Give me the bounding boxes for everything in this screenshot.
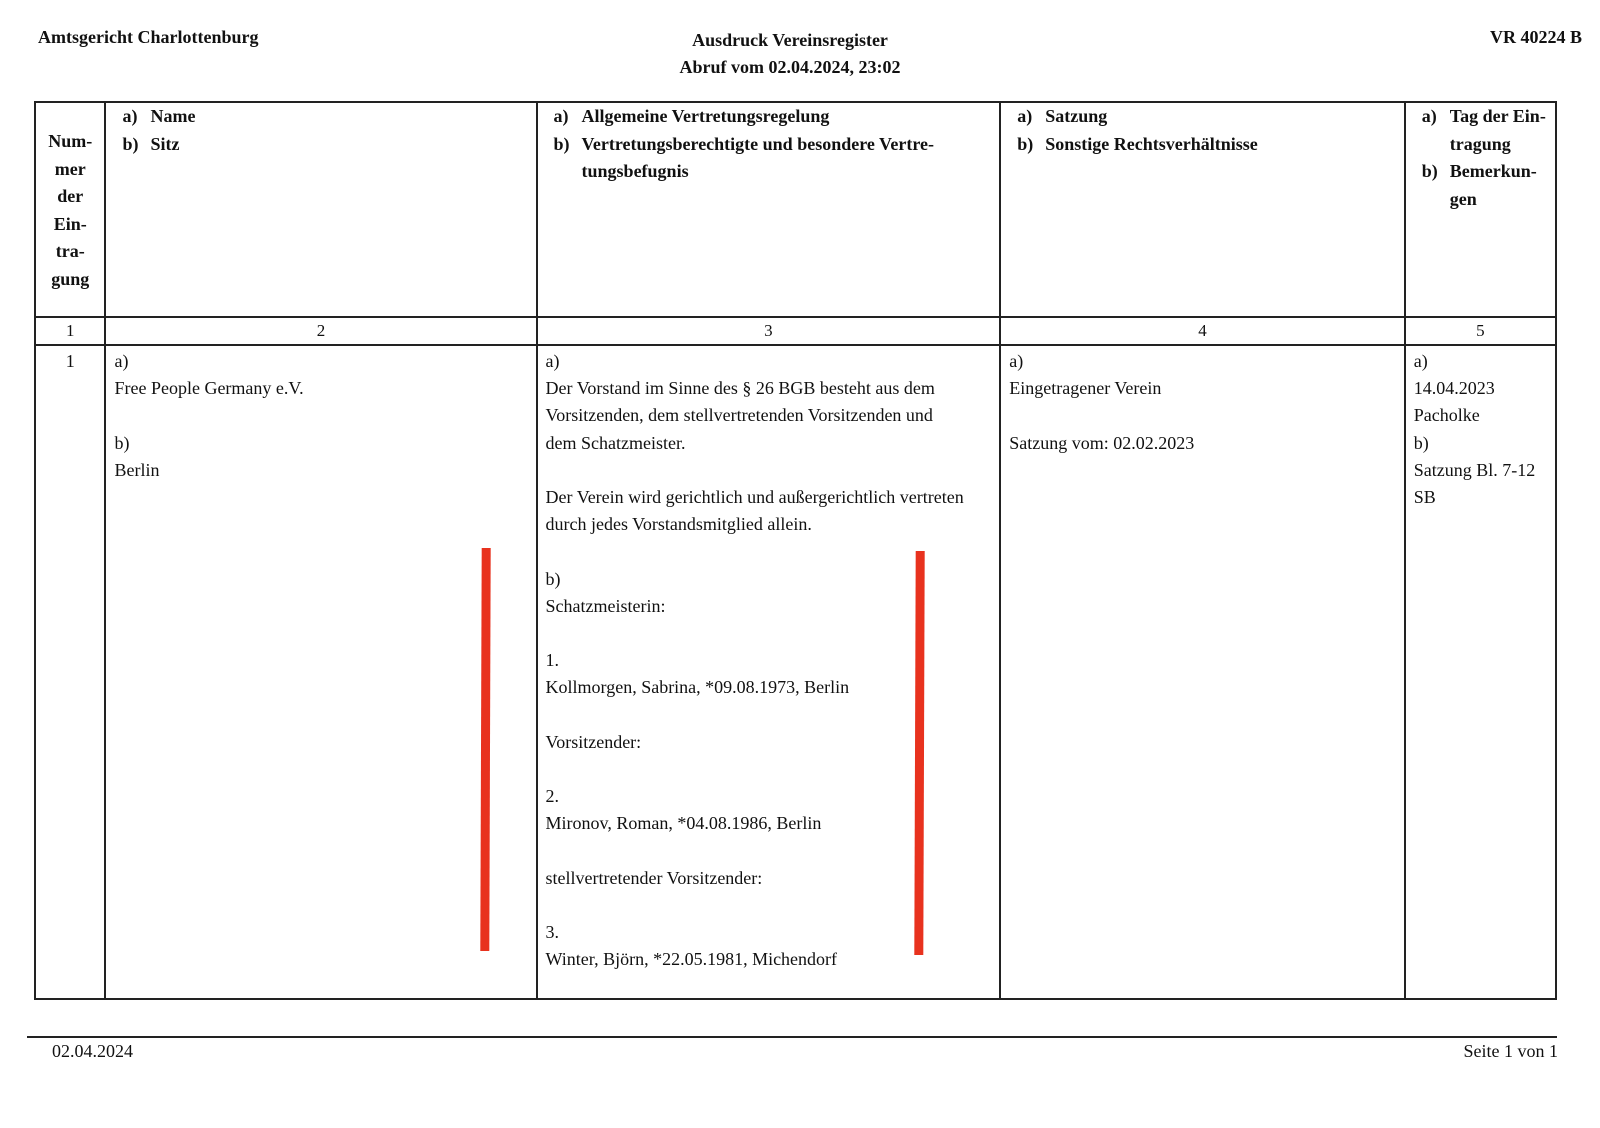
person-number: 1. <box>545 650 560 671</box>
label-a: a) <box>114 351 129 371</box>
remark-line: Satzung Bl. 7-12 <box>1413 459 1536 480</box>
blank-line <box>114 402 527 429</box>
header-marker: a) <box>122 106 138 126</box>
blank-line <box>546 838 992 865</box>
label-a: a) <box>1009 351 1024 371</box>
col1-header-line: Ein- <box>53 213 87 234</box>
role-title: Vorsitzender: <box>545 731 642 752</box>
header-marker: b) <box>1421 161 1438 181</box>
col2-header <box>105 102 536 317</box>
column-number: 1 <box>35 317 105 345</box>
col5-header-b-line1: Bemerkun- <box>1449 161 1537 181</box>
person-entry: Kollmorgen, Sabrina, *09.08.1973, Berlin <box>545 677 850 698</box>
column-number: 3 <box>537 317 1001 345</box>
column-number-row <box>35 317 1556 345</box>
register-table <box>34 101 1557 1000</box>
col5-header-b-line2: gen <box>1449 188 1477 209</box>
label-a: a) <box>1413 351 1428 371</box>
col1-header <box>35 102 105 317</box>
header-marker: b) <box>122 133 139 154</box>
col4-header-a: Satzung <box>1045 106 1108 126</box>
association-seat: Berlin <box>114 459 160 480</box>
col5-header-a <box>1450 103 1549 158</box>
label-b: b) <box>545 568 561 589</box>
court-name: Amtsgericht Charlottenburg <box>38 27 259 47</box>
person-entry: Winter, Björn, *22.05.1981, Michendorf <box>545 949 838 970</box>
person-number: 2. <box>545 786 560 807</box>
entry-representation <box>537 345 1001 999</box>
col1-header-line: gung <box>51 268 90 289</box>
col3-header-b <box>582 131 994 186</box>
board-text-line: Vorsitzenden, dem stellvertretenden Vorsitzenden und <box>545 405 933 426</box>
header-marker: a) <box>1421 106 1437 126</box>
col3-header-b-line1: Vertretungsberechtigte und besondere Vertre- <box>581 133 934 154</box>
red-annotation-line <box>914 551 924 955</box>
footer-divider <box>27 1036 1557 1038</box>
representation-text-line: durch jedes Vorstandsmitglied allein. <box>545 514 812 535</box>
role-title: Schatzmeisterin: <box>545 595 666 616</box>
col2-header-a: Name <box>150 106 196 126</box>
clerk-name: Pacholke <box>1413 405 1480 426</box>
association-name: Free People Germany e.V. <box>114 378 304 399</box>
col5-header-a-line1: Tag der Ein- <box>1449 106 1546 126</box>
statute-date: Satzung vom: 02.02.2023 <box>1009 432 1195 453</box>
col5-header-a-line2: tragung <box>1449 133 1511 154</box>
role-title: stellvertretender Vorsitzender: <box>545 867 763 888</box>
legal-form: Eingetragener Verein <box>1009 378 1162 399</box>
entry-statute <box>1000 345 1405 999</box>
label-b: b) <box>1413 432 1429 453</box>
red-annotation-line <box>480 548 490 951</box>
col2-header-b: Sitz <box>150 133 180 154</box>
col4-header-b: Sonstige Rechtsverhältnisse <box>1045 133 1258 154</box>
representation-text-line: Der Verein wird gerichtlich und außergerichtlich vertreten <box>545 487 964 507</box>
col3-header-a: Allgemeine Vertretungsregelung <box>581 106 830 126</box>
header-marker: b) <box>553 133 570 154</box>
board-text-line: Der Vorstand im Sinne des § 26 BGB besteht aus dem <box>545 378 935 399</box>
entry-date-remarks <box>1405 345 1556 999</box>
col3-header-b-line2: tungsbefugnis <box>581 161 689 181</box>
col1-header-line: mer <box>54 158 86 179</box>
col1-header-line: tra- <box>55 241 85 261</box>
entry-name-seat <box>105 345 536 999</box>
col1-header-line: der <box>57 186 84 206</box>
entry-date: 14.04.2023 <box>1413 378 1495 399</box>
document-title-block <box>580 27 1000 81</box>
blank-line <box>546 702 992 729</box>
column-number: 2 <box>105 317 536 345</box>
col5-header <box>1405 102 1556 317</box>
column-header-row <box>35 102 1556 317</box>
document-title: Ausdruck Vereinsregister <box>692 30 888 50</box>
col1-header-line: Num- <box>48 131 93 151</box>
person-number: 3. <box>545 922 560 943</box>
remark-line: SB <box>1413 487 1436 508</box>
person-entry: Mironov, Roman, *04.08.1986, Berlin <box>545 813 822 834</box>
blank-line <box>546 756 992 783</box>
col3-header <box>537 102 1001 317</box>
footer-page-number: Seite 1 von 1 <box>1463 1041 1558 1061</box>
entry-row <box>35 345 1556 999</box>
blank-line <box>1009 402 1396 429</box>
board-text-line: dem Schatzmeister. <box>545 432 686 453</box>
blank-line <box>546 457 992 484</box>
register-number: VR 40224 B <box>1489 27 1582 47</box>
header-marker: b) <box>1017 133 1034 154</box>
footer-date: 02.04.2024 <box>52 1041 133 1061</box>
label-b: b) <box>114 432 130 453</box>
header-marker: a) <box>1017 106 1033 126</box>
column-number: 5 <box>1405 317 1556 345</box>
label-a: a) <box>545 351 560 371</box>
col5-header-b <box>1450 158 1549 213</box>
blank-line <box>546 892 992 919</box>
header-marker: a) <box>553 106 569 126</box>
retrieval-timestamp: Abruf vom 02.04.2024, 23:02 <box>679 57 901 77</box>
entry-number: 1 <box>35 345 105 999</box>
column-number: 4 <box>1000 317 1405 345</box>
col4-header <box>1000 102 1405 317</box>
